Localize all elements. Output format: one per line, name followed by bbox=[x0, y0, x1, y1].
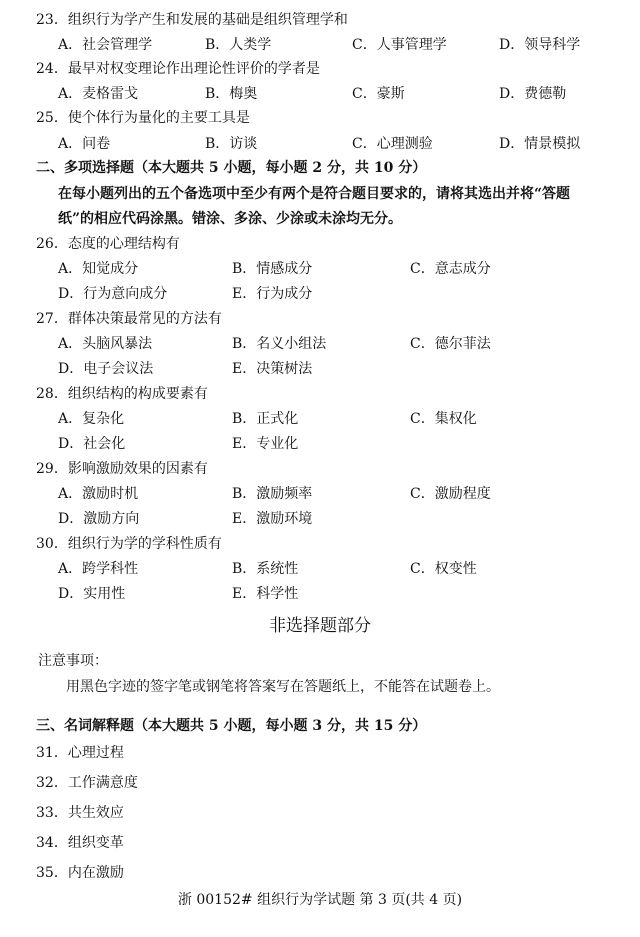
q25-option-a: A．问卷 bbox=[58, 136, 111, 152]
notes-text: 用黑色字迹的签字笔或钢笔将答案写在答题纸上，不能答在试题卷上。 bbox=[66, 679, 500, 695]
q23-option-b: B．人类学 bbox=[205, 37, 272, 53]
question-30-stem: 30．组织行为学的学科性质有 bbox=[36, 536, 222, 552]
q24-option-d: D．费德勒 bbox=[499, 86, 567, 102]
question-23-stem: 23．组织行为学产生和发展的基础是组织管理学和 bbox=[36, 12, 348, 28]
question-35: 35．内在激励 bbox=[36, 865, 124, 881]
part-2-heading: 非选择题部分 bbox=[269, 616, 371, 636]
q28-option-c: C．集权化 bbox=[410, 411, 477, 427]
q30-option-d: D．实用性 bbox=[58, 586, 126, 602]
question-28-stem: 28．组织结构的构成要素有 bbox=[36, 386, 208, 402]
q30-option-c: C．权变性 bbox=[410, 561, 477, 577]
q28-option-a: A．复杂化 bbox=[58, 411, 125, 427]
section-2-title: 二、多项选择题（本大题共 5 小题，每小题 2 分，共 10 分） bbox=[36, 160, 427, 176]
q25-option-d: D．情景模拟 bbox=[499, 136, 581, 152]
section-3-title: 三、名词解释题（本大题共 5 小题，每小题 3 分，共 15 分） bbox=[36, 718, 427, 734]
q29-option-c: C．激励程度 bbox=[410, 486, 491, 502]
q23-option-d: D．领导科学 bbox=[499, 37, 581, 53]
q23-option-c: C．人事管理学 bbox=[352, 37, 447, 53]
q30-option-b: B．系统性 bbox=[232, 561, 299, 577]
q26-option-e: E．行为成分 bbox=[232, 286, 313, 302]
question-34: 34．组织变革 bbox=[36, 835, 124, 851]
question-32: 32．工作满意度 bbox=[36, 775, 138, 791]
q25-option-b: B．访谈 bbox=[205, 136, 258, 152]
page-footer: 浙 00152# 组织行为学试题 第 3 页(共 4 页) bbox=[177, 892, 463, 908]
q28-option-b: B．正式化 bbox=[232, 411, 299, 427]
section-2-instruction-line-2: 纸”的相应代码涂黑。错涂、多涂、少涂或未涂均无分。 bbox=[58, 211, 403, 227]
notes-label: 注意事项： bbox=[38, 653, 108, 669]
q26-option-b: B．情感成分 bbox=[232, 261, 313, 277]
q29-option-a: A．激励时机 bbox=[58, 486, 139, 502]
section-2-instruction-line-1: 在每小题列出的五个备选项中至少有两个是符合题目要求的，请将其选出并将“答题 bbox=[58, 186, 571, 202]
q26-option-c: C．意志成分 bbox=[410, 261, 491, 277]
q26-option-a: A．知觉成分 bbox=[58, 261, 139, 277]
q27-option-a: A．头脑风暴法 bbox=[58, 336, 153, 352]
q28-option-d: D．社会化 bbox=[58, 436, 126, 452]
question-27-stem: 27．群体决策最常见的方法有 bbox=[36, 311, 222, 327]
q29-option-b: B．激励频率 bbox=[232, 486, 313, 502]
question-29-stem: 29．影响激励效果的因素有 bbox=[36, 461, 208, 477]
q30-option-e: E．科学性 bbox=[232, 586, 299, 602]
q24-option-c: C．豪斯 bbox=[352, 86, 405, 102]
q27-option-b: B．名义小组法 bbox=[232, 336, 327, 352]
q29-option-e: E．激励环境 bbox=[232, 511, 313, 527]
q30-option-a: A．跨学科性 bbox=[58, 561, 139, 577]
q24-option-a: A．麦格雷戈 bbox=[58, 86, 139, 102]
question-24-stem: 24．最早对权变理论作出理论性评价的学者是 bbox=[36, 61, 320, 77]
q27-option-e: E．决策树法 bbox=[232, 361, 313, 377]
question-31: 31．心理过程 bbox=[36, 745, 124, 761]
q27-option-d: D．电子会议法 bbox=[58, 361, 154, 377]
question-25-stem: 25．使个体行为量化的主要工具是 bbox=[36, 110, 250, 126]
q26-option-d: D．行为意向成分 bbox=[58, 286, 168, 302]
q27-option-c: C．德尔菲法 bbox=[410, 336, 491, 352]
q29-option-d: D．激励方向 bbox=[58, 511, 140, 527]
q24-option-b: B．梅奥 bbox=[205, 86, 258, 102]
question-26-stem: 26．态度的心理结构有 bbox=[36, 236, 180, 252]
question-33: 33．共生效应 bbox=[36, 805, 124, 821]
q23-option-a: A．社会管理学 bbox=[58, 37, 153, 53]
q25-option-c: C．心理测验 bbox=[352, 136, 433, 152]
q28-option-e: E．专业化 bbox=[232, 436, 299, 452]
